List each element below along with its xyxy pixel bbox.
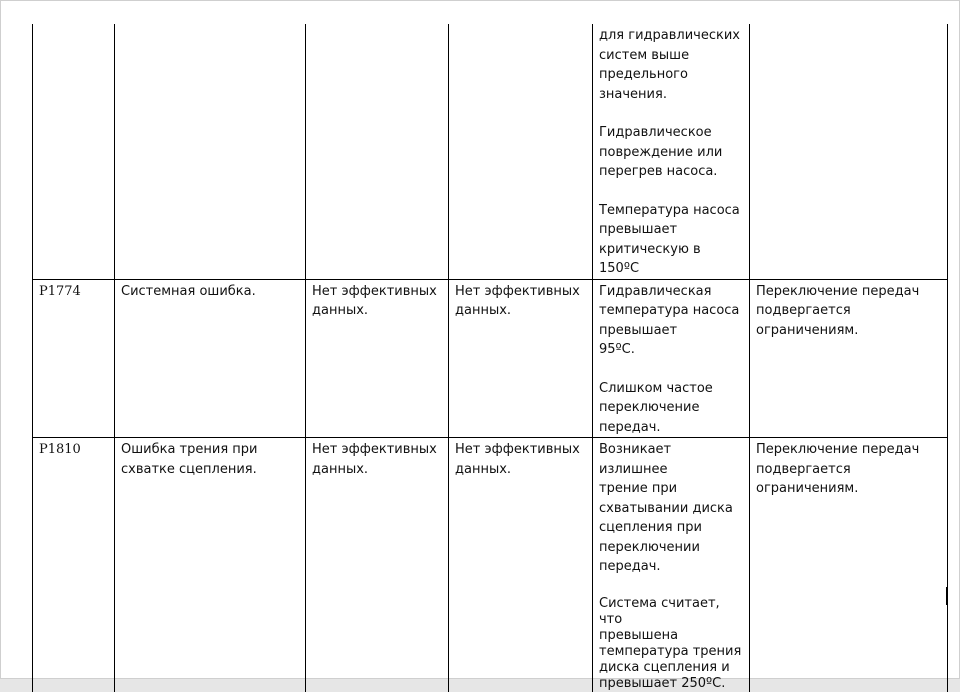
table-row <box>33 438 948 692</box>
error-codes-table <box>32 24 948 692</box>
cause-cell <box>593 438 750 692</box>
cause-cell <box>593 24 750 279</box>
effect-cell: Переключение передач подвергается ограничениям. <box>750 438 948 692</box>
cause-paragraph: Слишком частое переключение передач. <box>599 380 713 435</box>
description-cell <box>115 24 306 279</box>
data-cell: Нет эффективных данных. <box>449 279 593 438</box>
description-cell: Ошибка трения при схватке сцепления. <box>115 438 306 692</box>
cause-paragraph: для гидравлических систем выше предельного значения. <box>599 28 740 102</box>
data-cell: Нет эффективных данных. <box>449 438 593 692</box>
cause-paragraph: Возникает излишнее трение при схватывании диска сцепления при переключении передач. <box>599 442 733 574</box>
data-cell <box>449 24 593 279</box>
text-cursor <box>946 587 947 605</box>
table-row <box>33 24 948 279</box>
description-cell: Системная ошибка. <box>115 279 306 438</box>
error-code-cell: P1810 <box>33 438 115 692</box>
error-code-cell: P1774 <box>33 279 115 438</box>
table-row <box>33 279 948 438</box>
effect-cell <box>750 24 948 279</box>
effect-cell: Переключение передач подвергается ограничениям. <box>750 279 948 438</box>
data-cell: Нет эффективных данных. <box>306 438 449 692</box>
cause-paragraph: Система считает, что превышена температура трения диска сцепления и превышает 250ºС. <box>599 595 742 691</box>
cause-paragraph: Гидравлическое повреждение или перегрев насоса. <box>599 125 723 179</box>
cause-paragraph: Гидравлическая температура насоса превышает 95ºС. <box>599 283 740 357</box>
cause-cell <box>593 279 750 438</box>
cause-paragraph: Температура насоса превышает критическую в 150ºС <box>599 202 740 276</box>
error-code-cell <box>33 24 115 279</box>
data-cell <box>306 24 449 279</box>
data-cell: Нет эффективных данных. <box>306 279 449 438</box>
